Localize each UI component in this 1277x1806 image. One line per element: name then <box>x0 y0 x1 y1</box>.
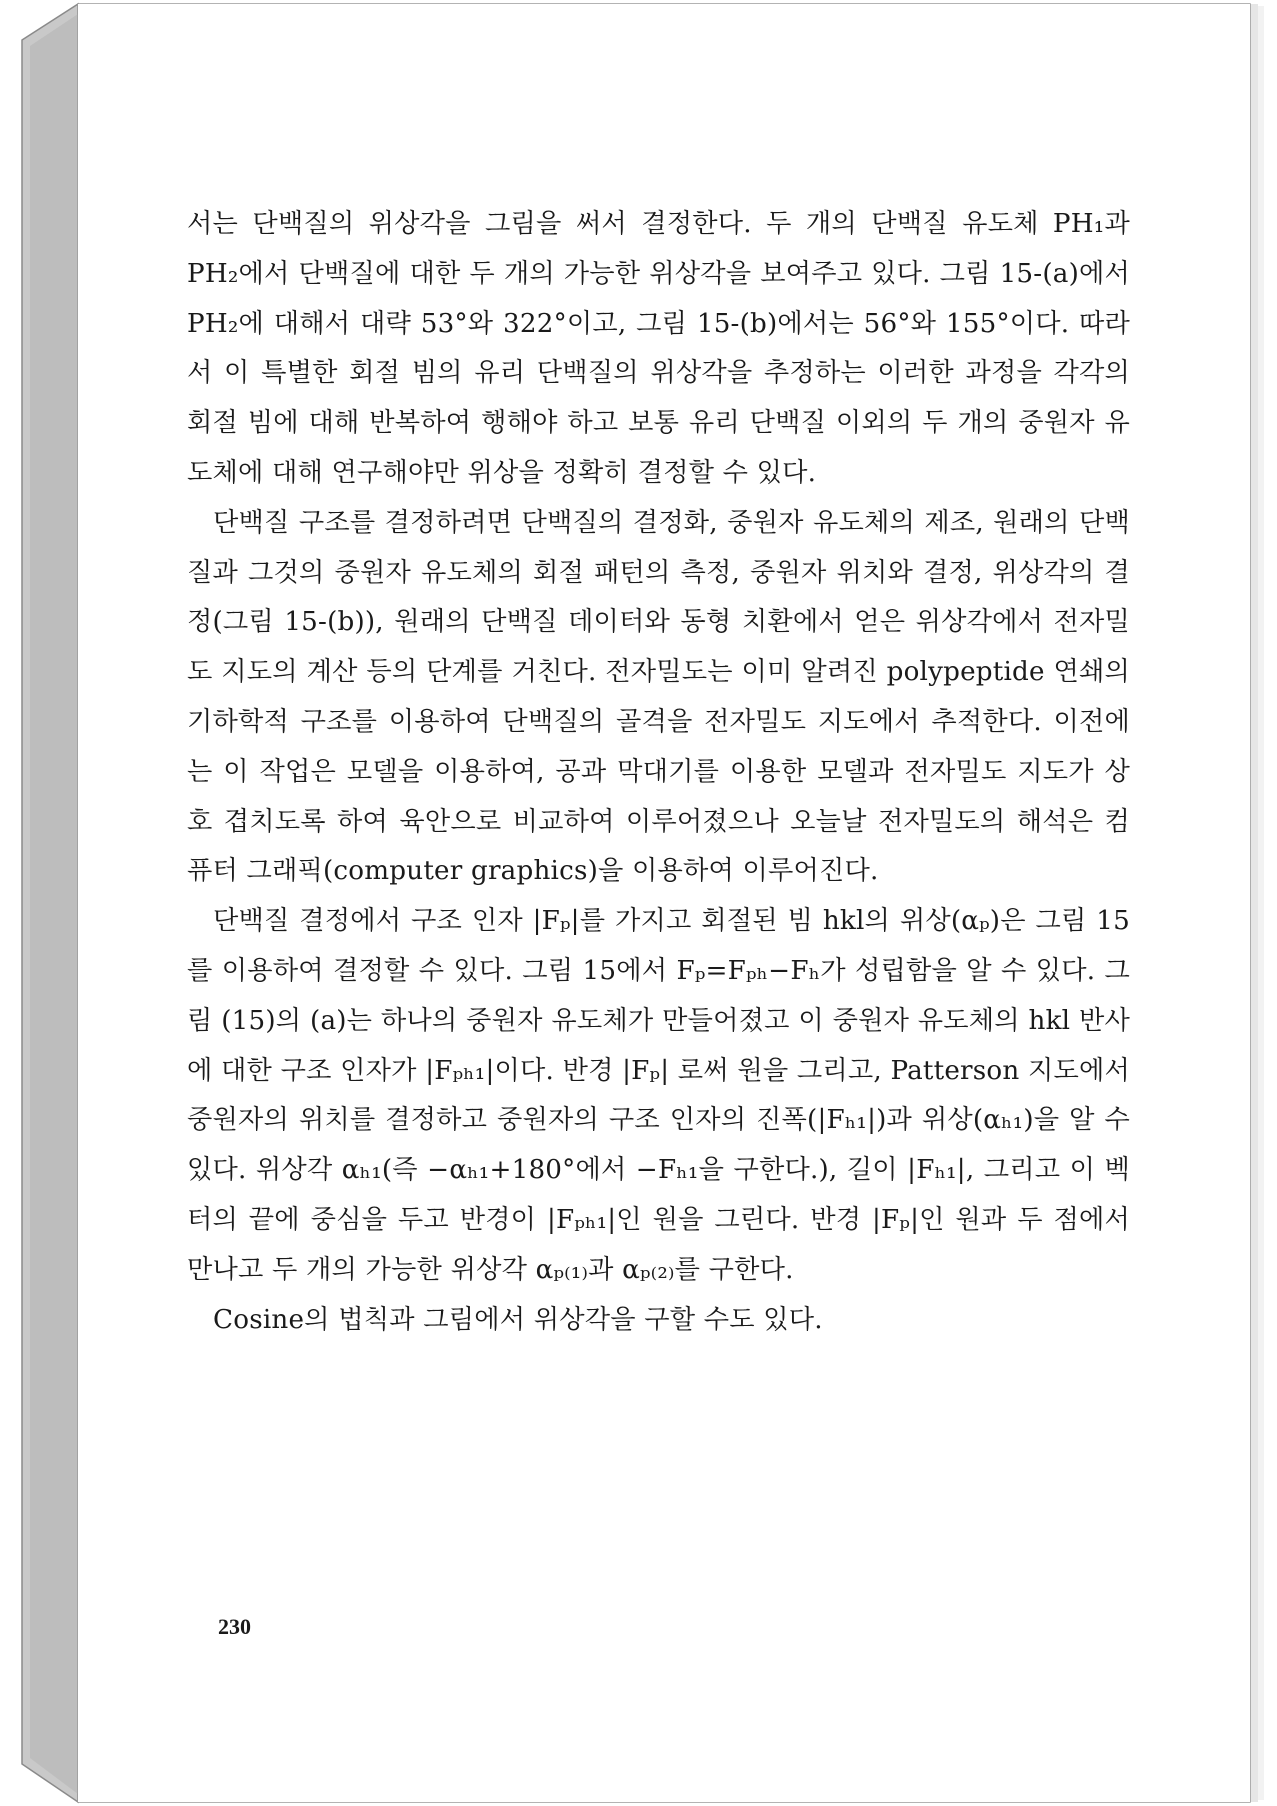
paragraph-2: 단백질 구조를 결정하려면 단백질의 결정화, 중원자 유도체의 제조, 원래의 단백질과 그것의 중원자 유도체의 회절 패턴의 측정, 중원자 위치와 결정, 위상각의 결정(그림 15-(b)), 원래의 단백질 데이터와 동형 치환에서 얻은 위상각에서 전자밀도 지도의 계산 등의 단계를 거친다. 전자밀도는 이미 알려진 polypeptide 연쇄의 기하학적 구조를 이용하여 단백질의 골격을 전자밀도 지도에서 추적한다. 이전에는 이 작업은 모델을 이용하여, 공과 막대기를 이용한 모델과 전자밀도 지도가 상호 겹치도록 하여 육안으로 비교하여 이루어졌으나 오늘날 전자밀도의 해석은 컴퓨터 그래픽(computer graphics)을 이용하여 이루어진다. <box>187 507 1131 887</box>
paragraph-4: Cosine의 법칙과 그림에서 위상각을 구할 수도 있다. <box>213 1304 823 1335</box>
page-number: 230 <box>218 1614 251 1639</box>
paragraph-3: 단백질 결정에서 구조 인자 |Fₚ|를 가지고 회절된 빔 hkl의 위상(αₚ)은 그림 15를 이용하여 결정할 수 있다. 그림 15에서 Fₚ=Fₚₕ−Fₕ가 성립함을 알 수 있다. 그림 (15)의 (a)는 하나의 중원자 유도체가 만들어졌고 이 중원자 유도체의 hkl 반사에 대한 구조 인자가 |Fₚₕ₁|이다. 반경 |Fₚ| 로써 원을 그리고, Patterson 지도에서 중원자의 위치를 결정하고 중원자의 구조 인자의 진폭(|Fₕ₁|)과 위상(αₕ₁)을 알 수 있다. 위상각 αₕ₁(즉 −αₕ₁+180°에서 −Fₕ₁을 구한다.), 길이 |Fₕ₁|, 그리고 이 벡터의 끝에 중심을 두고 반경이 |Fₚₕ₁|인 원을 그린다. 반경 |Fₚ|인 원과 두 점에서 만나고 두 개의 가능한 위상각 αₚ₍₁₎과 αₚ₍₂₎를 구한다. <box>187 906 1130 1285</box>
page-text-body <box>187 200 1130 1345</box>
paragraph-1: 서는 단백질의 위상각을 그림을 써서 결정한다. 두 개의 단백질 유도체 PH₁과 PH₂에서 단백질에 대한 두 개의 가능한 위상각을 보여주고 있다. 그림 15-(a)에서 PH₂에 대해서 대략 53°와 322°이고, 그림 15-(b)에서는 56°와 155°이다. 따라서 이 특별한 회절 빔의 유리 단백질의 위상각을 추정하는 이러한 과정을 각각의 회절 빔에 대해 반복하여 행해야 하고 보통 유리 단백질 이외의 두 개의 중원자 유도체에 대해 연구해야만 위상을 정확히 결정할 수 있다. <box>187 209 1130 488</box>
